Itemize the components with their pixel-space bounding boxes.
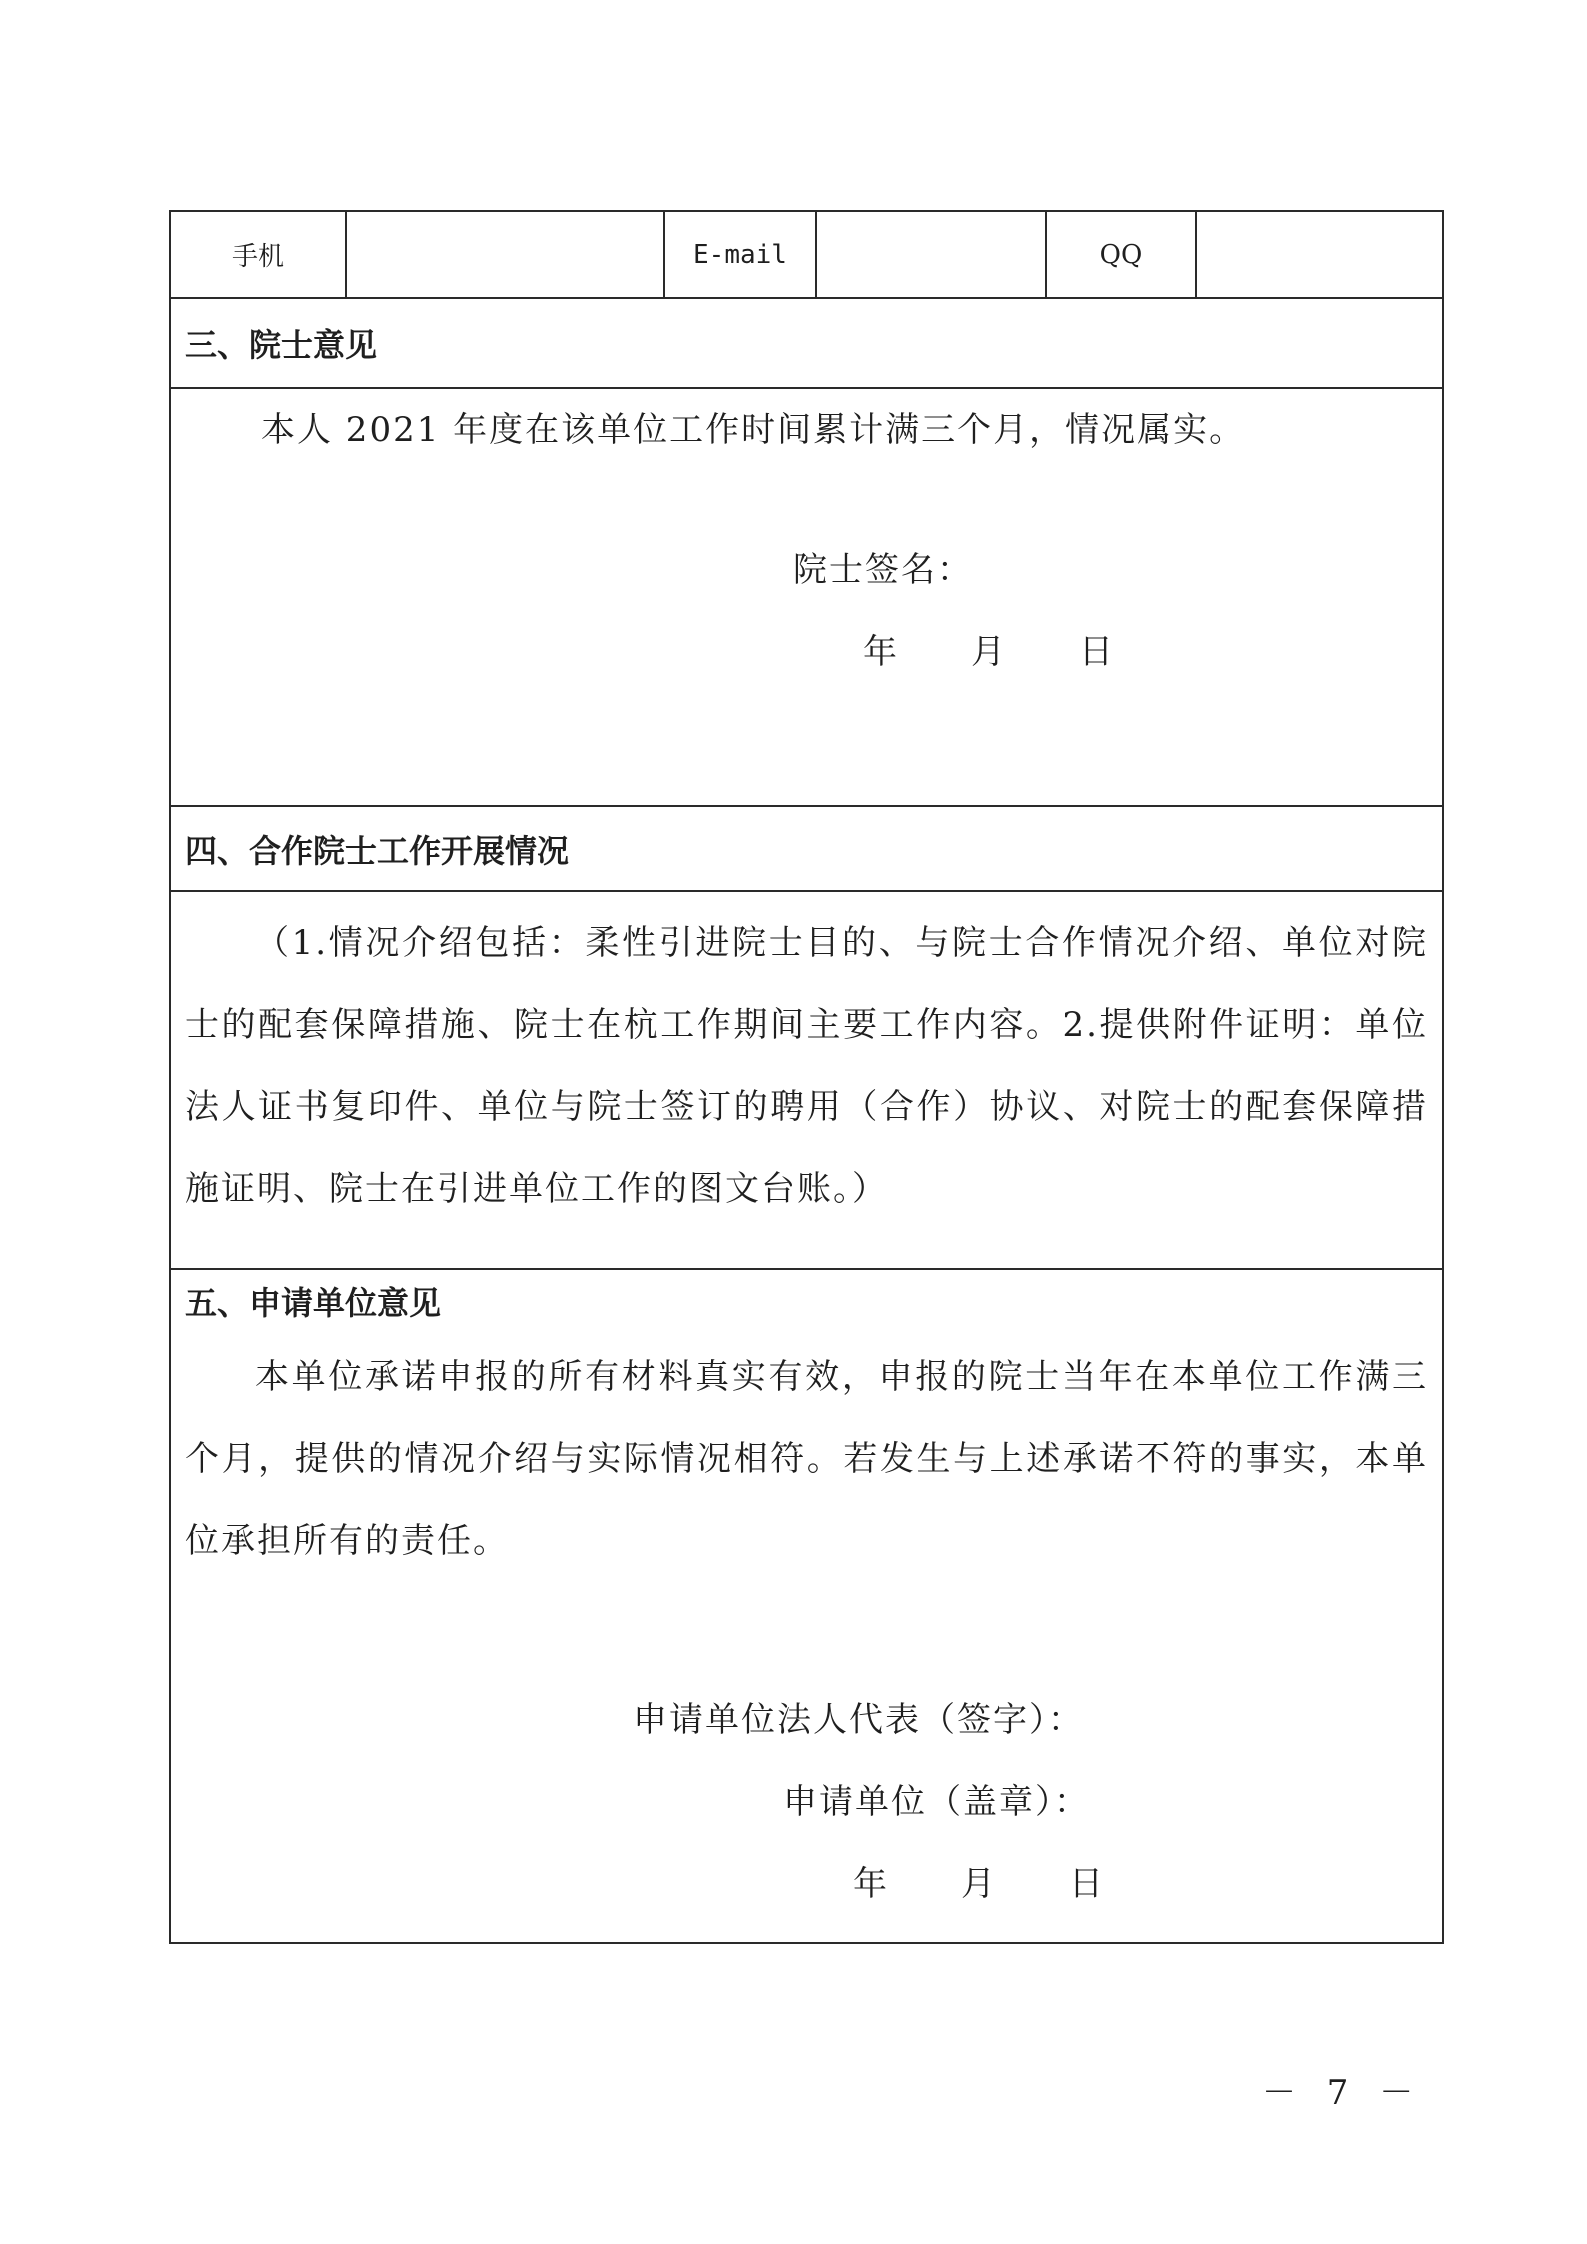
legal-representative-signature-label: 申请单位法人代表（签字）： — [633, 1700, 1084, 1740]
page-number: － 7 － — [1262, 2073, 1424, 2113]
unit-commitment: 本单位承诺申报的所有材料真实有效，申报的院士当年在本单位工作满三个月，提供的情况介绍与实际情况相符。若发生与上述承诺不符的事实，本单位承担所有的责任。 — [185, 1357, 1428, 1561]
contact-row — [171, 212, 1442, 299]
section4-heading: 四、合作院士工作开展情况 — [171, 807, 1442, 892]
section5-body — [171, 1270, 1442, 1942]
section5-heading: 五、申请单位意见 — [185, 1284, 442, 1322]
section3-heading: 三、院士意见 — [171, 299, 1442, 389]
email-label: E-mail — [665, 212, 817, 297]
work-progress-note: （1.情况介绍包括：柔性引进院士目的、与院士合作情况介绍、单位对院士的配套保障措施、院士在杭工作期间主要工作内容。2.提供附件证明：单位法人证书复印件、单位与院士签订的聘用（合作）协议、对院士的配套保障措施证明、院士在引进单位工作的图文台账。） — [185, 923, 1428, 1209]
application-form-table — [169, 210, 1444, 1944]
qq-label: QQ — [1047, 212, 1197, 297]
unit-seal-label: 申请单位（盖章）： — [783, 1782, 1090, 1822]
qq-field[interactable] — [1197, 212, 1442, 297]
email-field[interactable] — [817, 212, 1047, 297]
section3-date-line: 年 月 日 — [863, 632, 1115, 672]
section4-body — [171, 892, 1442, 1270]
section3-body — [171, 389, 1442, 807]
academician-statement: 本人 2021 年度在该单位工作时间累计满三个月，情况属实。 — [261, 410, 1246, 450]
phone-label: 手机 — [171, 212, 347, 297]
phone-field[interactable] — [347, 212, 665, 297]
section5-date-line: 年 月 日 — [853, 1864, 1105, 1904]
academician-signature-label: 院士签名： — [793, 550, 973, 590]
